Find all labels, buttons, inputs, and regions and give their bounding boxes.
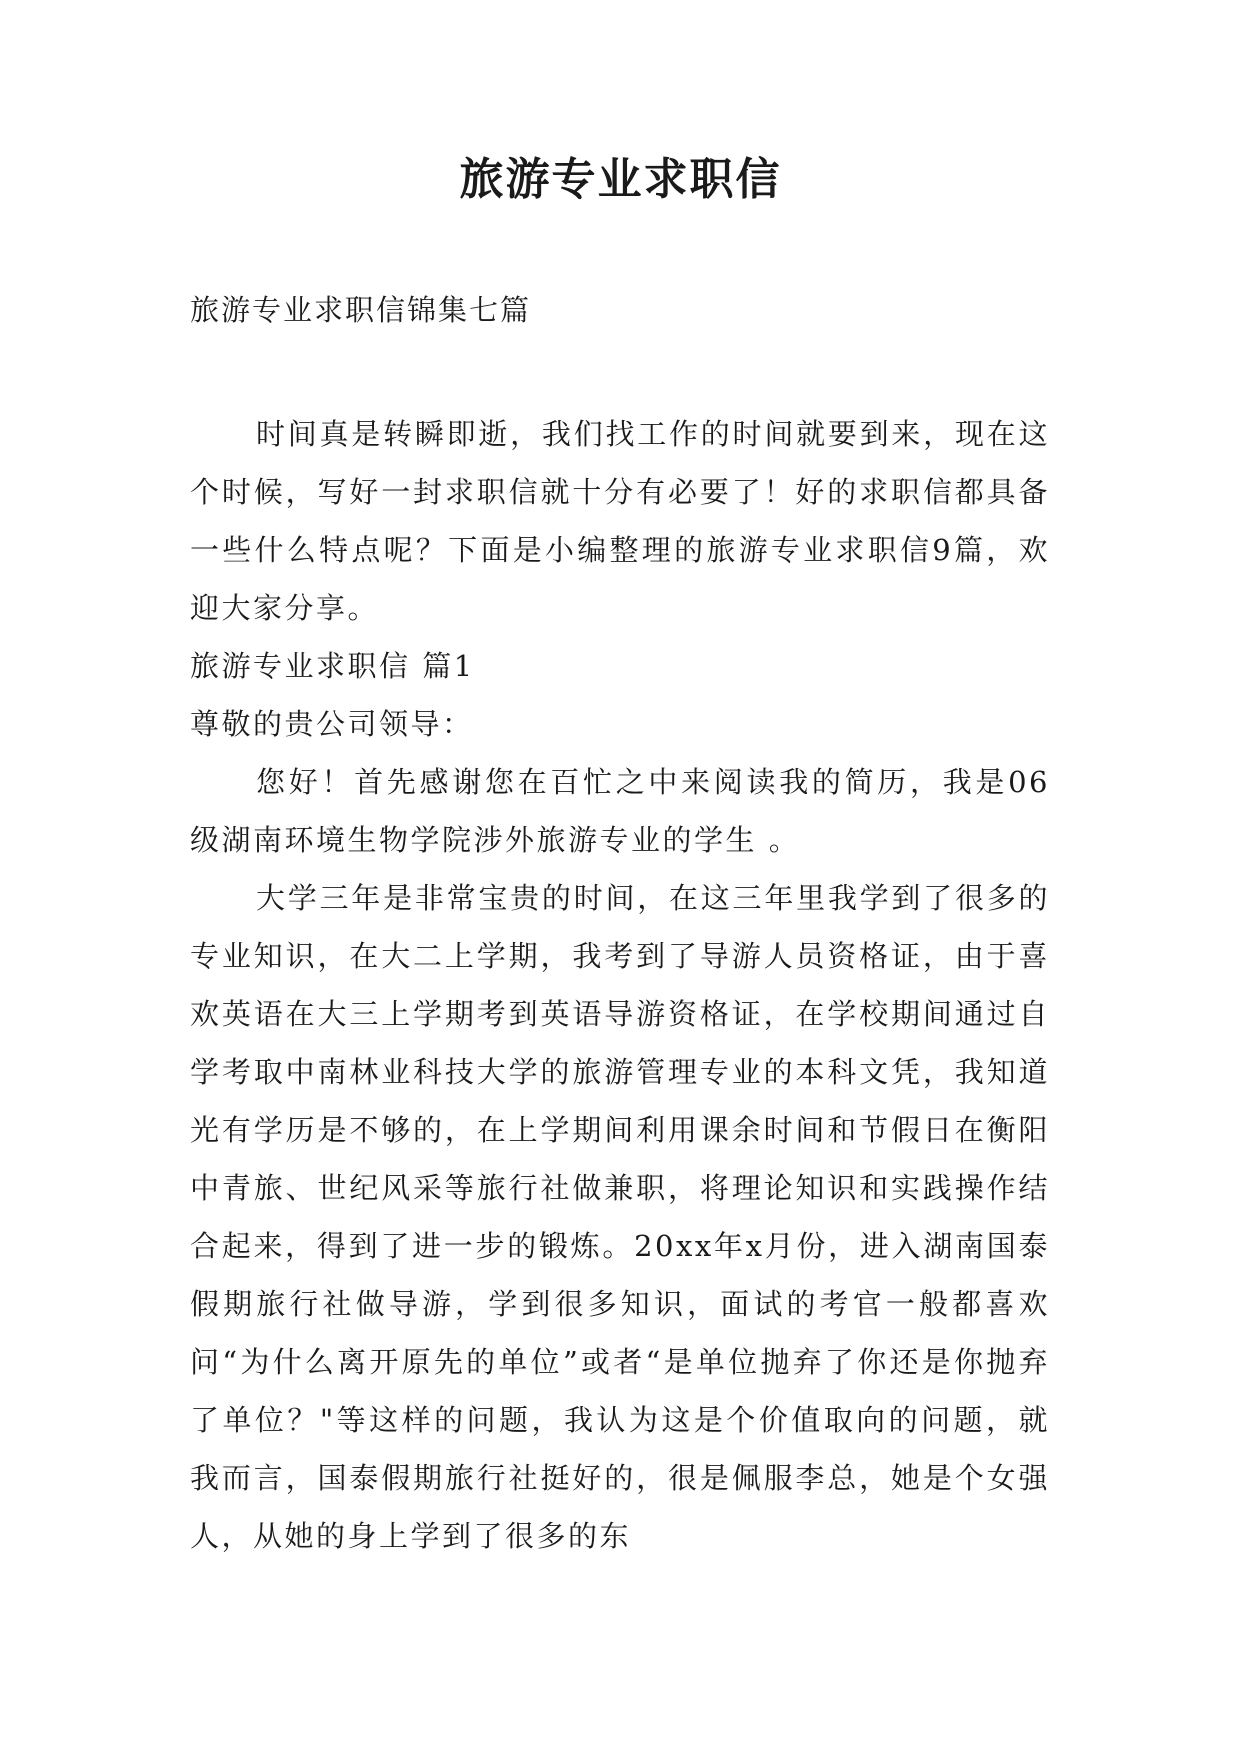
experience-paragraph: 大学三年是非常宝贵的时间，在这三年里我学到了很多的专业知识，在大二上学期，我考到了导游人员资格证，由于喜欢英语在大三上学期考到英语导游资格证，在学校期间通过自学考取中南林业科技大学的旅游管理专业的本科文凭，我知道光有学历是不够的，在上学期间利用课余时间和节假日在衡阳中青旅、世纪风采等旅行社做兼职，将理论知识和实践操作结合起来，得到了进一步的锻炼。20xx年x月份，进入湖南国泰假期旅行社做导游，学到很多知识，面试的考官一般都喜欢问“为什么离开原先的单位”或者“是单位抛弃了你还是你抛弃了单位？"等这样的问题，我认为这是个价值取向的问题，就我而言，国泰假期旅行社挺好的，很是佩服李总，她是个女强人，从她的身上学到了很多的东 — [190, 881, 1050, 1553]
intro-paragraph: 时间真是转瞬即逝，我们找工作的时间就要到来，现在这个时候，写好一封求职信就十分有必要了！好的求职信都具备一些什么特点呢？下面是小编整理的旅游专业求职信9篇，欢迎大家分享。 — [190, 417, 1050, 625]
document-body — [190, 405, 1050, 1565]
document-title: 旅游专业求职信 — [459, 154, 782, 205]
salutation: 尊敬的贵公司领导： — [190, 707, 474, 741]
section-heading: 旅游专业求职信 篇1 — [190, 649, 475, 683]
greeting-paragraph: 您好！首先感谢您在百忙之中来阅读我的简历，我是06级湖南环境生物学院涉外旅游专业的学生 。 — [190, 765, 1050, 857]
document-subtitle: 旅游专业求职信锦集七篇 — [190, 293, 532, 327]
